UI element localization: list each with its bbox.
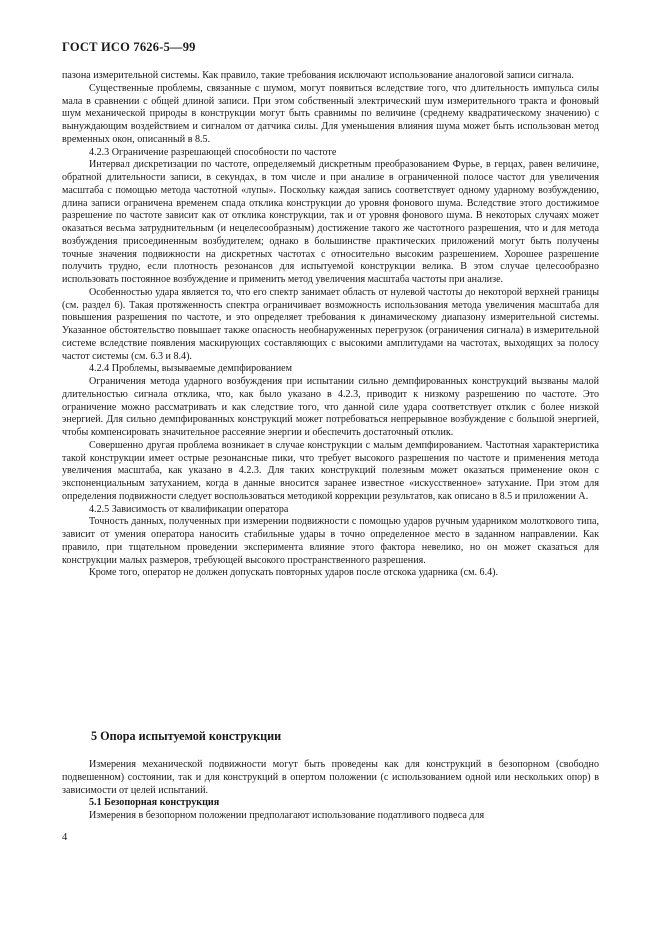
paragraph: Совершенно другая проблема возникает в случае конструкции с малым демпфированием. Частотная характеристика такой конструкции имеет острые резонансные пики, что требует высокого разрешения по частоте и применения метода увеличения масштаба, как указано в 4.2.3. Для таких конструкций полезным может оказаться применение окон с экспоненциальным затуханием, когда в данные вносится заранее известное «искусственное» затухание. При этом для определения подвижности следует воспользоваться методикой коррекции результатов, как описано в 8.5 и приложении А. bbox=[62, 439, 599, 502]
body-text-block bbox=[62, 70, 599, 580]
page-number: 4 bbox=[62, 832, 68, 843]
paragraph: Измерения в безопорном положении предполагают использование податливого подвеса для bbox=[89, 810, 485, 821]
subsection-heading: 4.2.4 Проблемы, вызываемые демпфированием bbox=[89, 363, 293, 375]
paragraph: Ограничения метода ударного возбуждения при испытании сильно демпфированных конструкций вызваны малой длительностью сигнала отклика, что, как было указано в 4.2.3, приводит к низкому разрешению по частоте. Это ограничение можно рассматривать и как следствие того, что данной силе удара соответствует отклик с более низкой энергией. Для сильно демпфированных конструкций может потребоваться непрерывное возбуждение с большой энергией, чтобы компенсировать значительное рассеяние энергии и обеспечить достаточный отклик. bbox=[62, 376, 599, 438]
paragraph: Точность данных, полученных при измерении подвижности с помощью ударов ручным ударником молоткового типа, зависит от умения оператора наносить стабильные удары в точно определенное место в заданном направлении. Как правило, при тщательном проведении эксперимента влияние этого фактора невелико, но он может сказаться для конструкции малых размеров, требующей высокого пространственного разрешения. bbox=[62, 516, 599, 566]
paragraph: пазона измерительной системы. Как правило, такие требования исключают использование аналоговой записи сигнала. bbox=[62, 70, 574, 81]
paragraph: Особенностью удара является то, что его спектр занимает область от нулевой частоты до некоторой верхней границы (см. раздел 6). Такая протяженность спектра ограничивает возможность использования метода увеличения масштаба для повышения разрешения по частоте, и это определяет требования к динамическому диапазону измерительной системы. Указанное обстоятельство повышает также опасность необнаруженных перегрузок (ограничения сигнала) в измерительной системе вследствие появления маскирующих составляющих с высокими амплитудами на частотах, выходящих за полосу частот системы (см. 6.3 и 8.4). bbox=[62, 286, 599, 362]
paragraph: Интервал дискретизации по частоте, определяемый дискретным преобразованием Фурье, в герцах, равен величине, обратной длительности записи, в секундах, в том числе и при анализе в ограниченной полосе частот для увеличения масштаба с помощью метода частотной «лупы». Поскольку каждая запись соответствует одному ударному возбуждению, длина записи ограничена временем спада отклика конструкции до уровня фонового шума. Вследствие этого достижимое разрешение по частоте зависит как от отклика конструкции, так и от уровня фонового шума. В некоторых случаях может оказаться весьма затруднительным (и нецелесообразным) достижение такого же частотного разрешения, что и для метода возбуждения присоединенным возбудителем; однако в большинстве практических приложений могут быть получены точные значения подвижности на дискретных частотах с относительно высоким разрешением. Хорошее разрешение получить трудно, если плотность резонансов для испытуемой конструкции велика. В этом случае целесообразно использовать постоянное возбуждение и применить метод увеличения масштаба частоты при анализе. bbox=[62, 159, 599, 285]
section-body-text-block bbox=[62, 759, 599, 823]
subsection-heading: 4.2.3 Ограничение разрешающей способности по частоте bbox=[89, 146, 337, 158]
section-title: 5 Опора испытуемой конструкции bbox=[91, 729, 282, 743]
document-header: ГОСТ ИСО 7626-5—99 bbox=[62, 40, 196, 54]
paragraph: Измерения механической подвижности могут быть проведены как для конструкций в безопорном (свободно подвешенном) состоянии, так и для конструкций в опертом положении (с использованием одной или нескольких опор) в зависимости от целей испытаний. bbox=[62, 759, 599, 796]
paragraph: Кроме того, оператор не должен допускать повторных ударов после отскока ударника (см. 6.4). bbox=[89, 567, 499, 579]
subsection-heading: 4.2.5 Зависимость от квалификации оператора bbox=[89, 503, 289, 515]
subsection-heading: 5.1 Безопорная конструкция bbox=[89, 797, 220, 809]
paragraph: Существенные проблемы, связанные с шумом, могут появиться вследствие того, что длительность импульса силы мала в сравнении с общей длиной записи. При этом собственный электрический шум измерительного тракта и фоновый шум механической природы в конструкции могут быть сравнимы по величине (среднему квадратическому значению) с вынуждающим воздействием и сигналом от датчика силы. Для уменьшения влияния шума может быть использован метод временных окон, описанный в 8.5. bbox=[62, 82, 599, 145]
